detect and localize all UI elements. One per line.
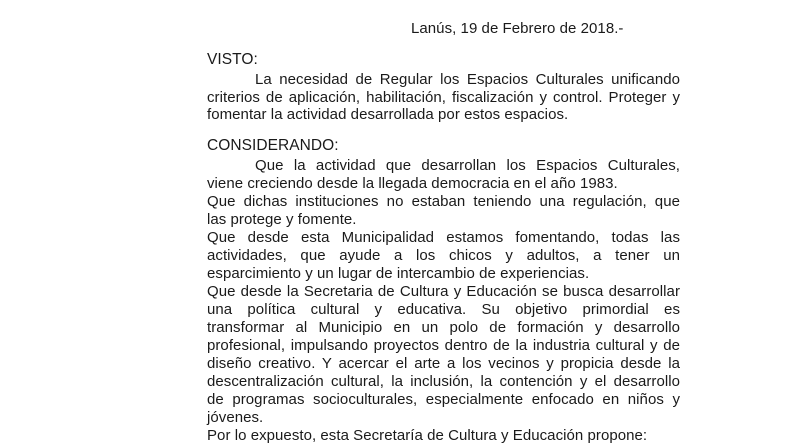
considerando-line-8: Que desde la Secretaria de Cultura y Educación se busca desarrollar <box>207 283 680 300</box>
considerando-heading: CONSIDERANDO: <box>207 137 339 154</box>
visto-line-1: La necesidad de Regular los Espacios Culturales unificando <box>255 71 680 88</box>
considerando-line-10: transformar al Municipio en un polo de formación y desarrollo <box>207 319 680 336</box>
considerando-line-5: Que desde esta Municipalidad estamos fomentando, todas las <box>207 229 680 246</box>
considerando-line-12: diseño creativo. Y acercar el arte a los vecinos y propicia desde la <box>207 355 680 372</box>
considerando-line-14: de programas socioculturales, especialmente enfocado en niños y <box>207 391 680 408</box>
visto-line-3: fomentar la actividad desarrollada por estos espacios. <box>207 106 569 123</box>
considerando-line-13: descentralización cultural, la inclusión, la contención y el desarrollo <box>207 373 680 390</box>
considerando-line-15: jóvenes. <box>207 409 264 426</box>
visto-heading: VISTO: <box>207 51 258 68</box>
considerando-line-3: Que dichas instituciones no estaban teniendo una regulación, que <box>207 193 680 210</box>
date-line: Lanús, 19 de Febrero de 2018.- <box>411 20 624 37</box>
considerando-line-11: profesional, impulsando proyectos dentro de la industria cultural y de <box>207 337 680 354</box>
considerando-line-4: las protege y fomente. <box>207 211 357 228</box>
considerando-line-16: Por lo expuesto, esta Secretaría de Cultura y Educación propone: <box>207 427 648 444</box>
considerando-line-7: esparcimiento y un lugar de intercambio de experiencias. <box>207 265 590 282</box>
considerando-line-2: viene creciendo desde la llegada democracia en el año 1983. <box>207 175 618 192</box>
considerando-line-6: actividades, que ayude a los chicos y adultos, a tener un <box>207 247 680 264</box>
considerando-line-9: una política cultural y educativa. Su objetivo primordial es <box>207 301 680 318</box>
considerando-line-1: Que la actividad que desarrollan los Espacios Culturales, <box>255 157 680 174</box>
visto-line-2: criterios de aplicación, habilitación, fiscalización y control. Proteger y <box>207 89 680 106</box>
